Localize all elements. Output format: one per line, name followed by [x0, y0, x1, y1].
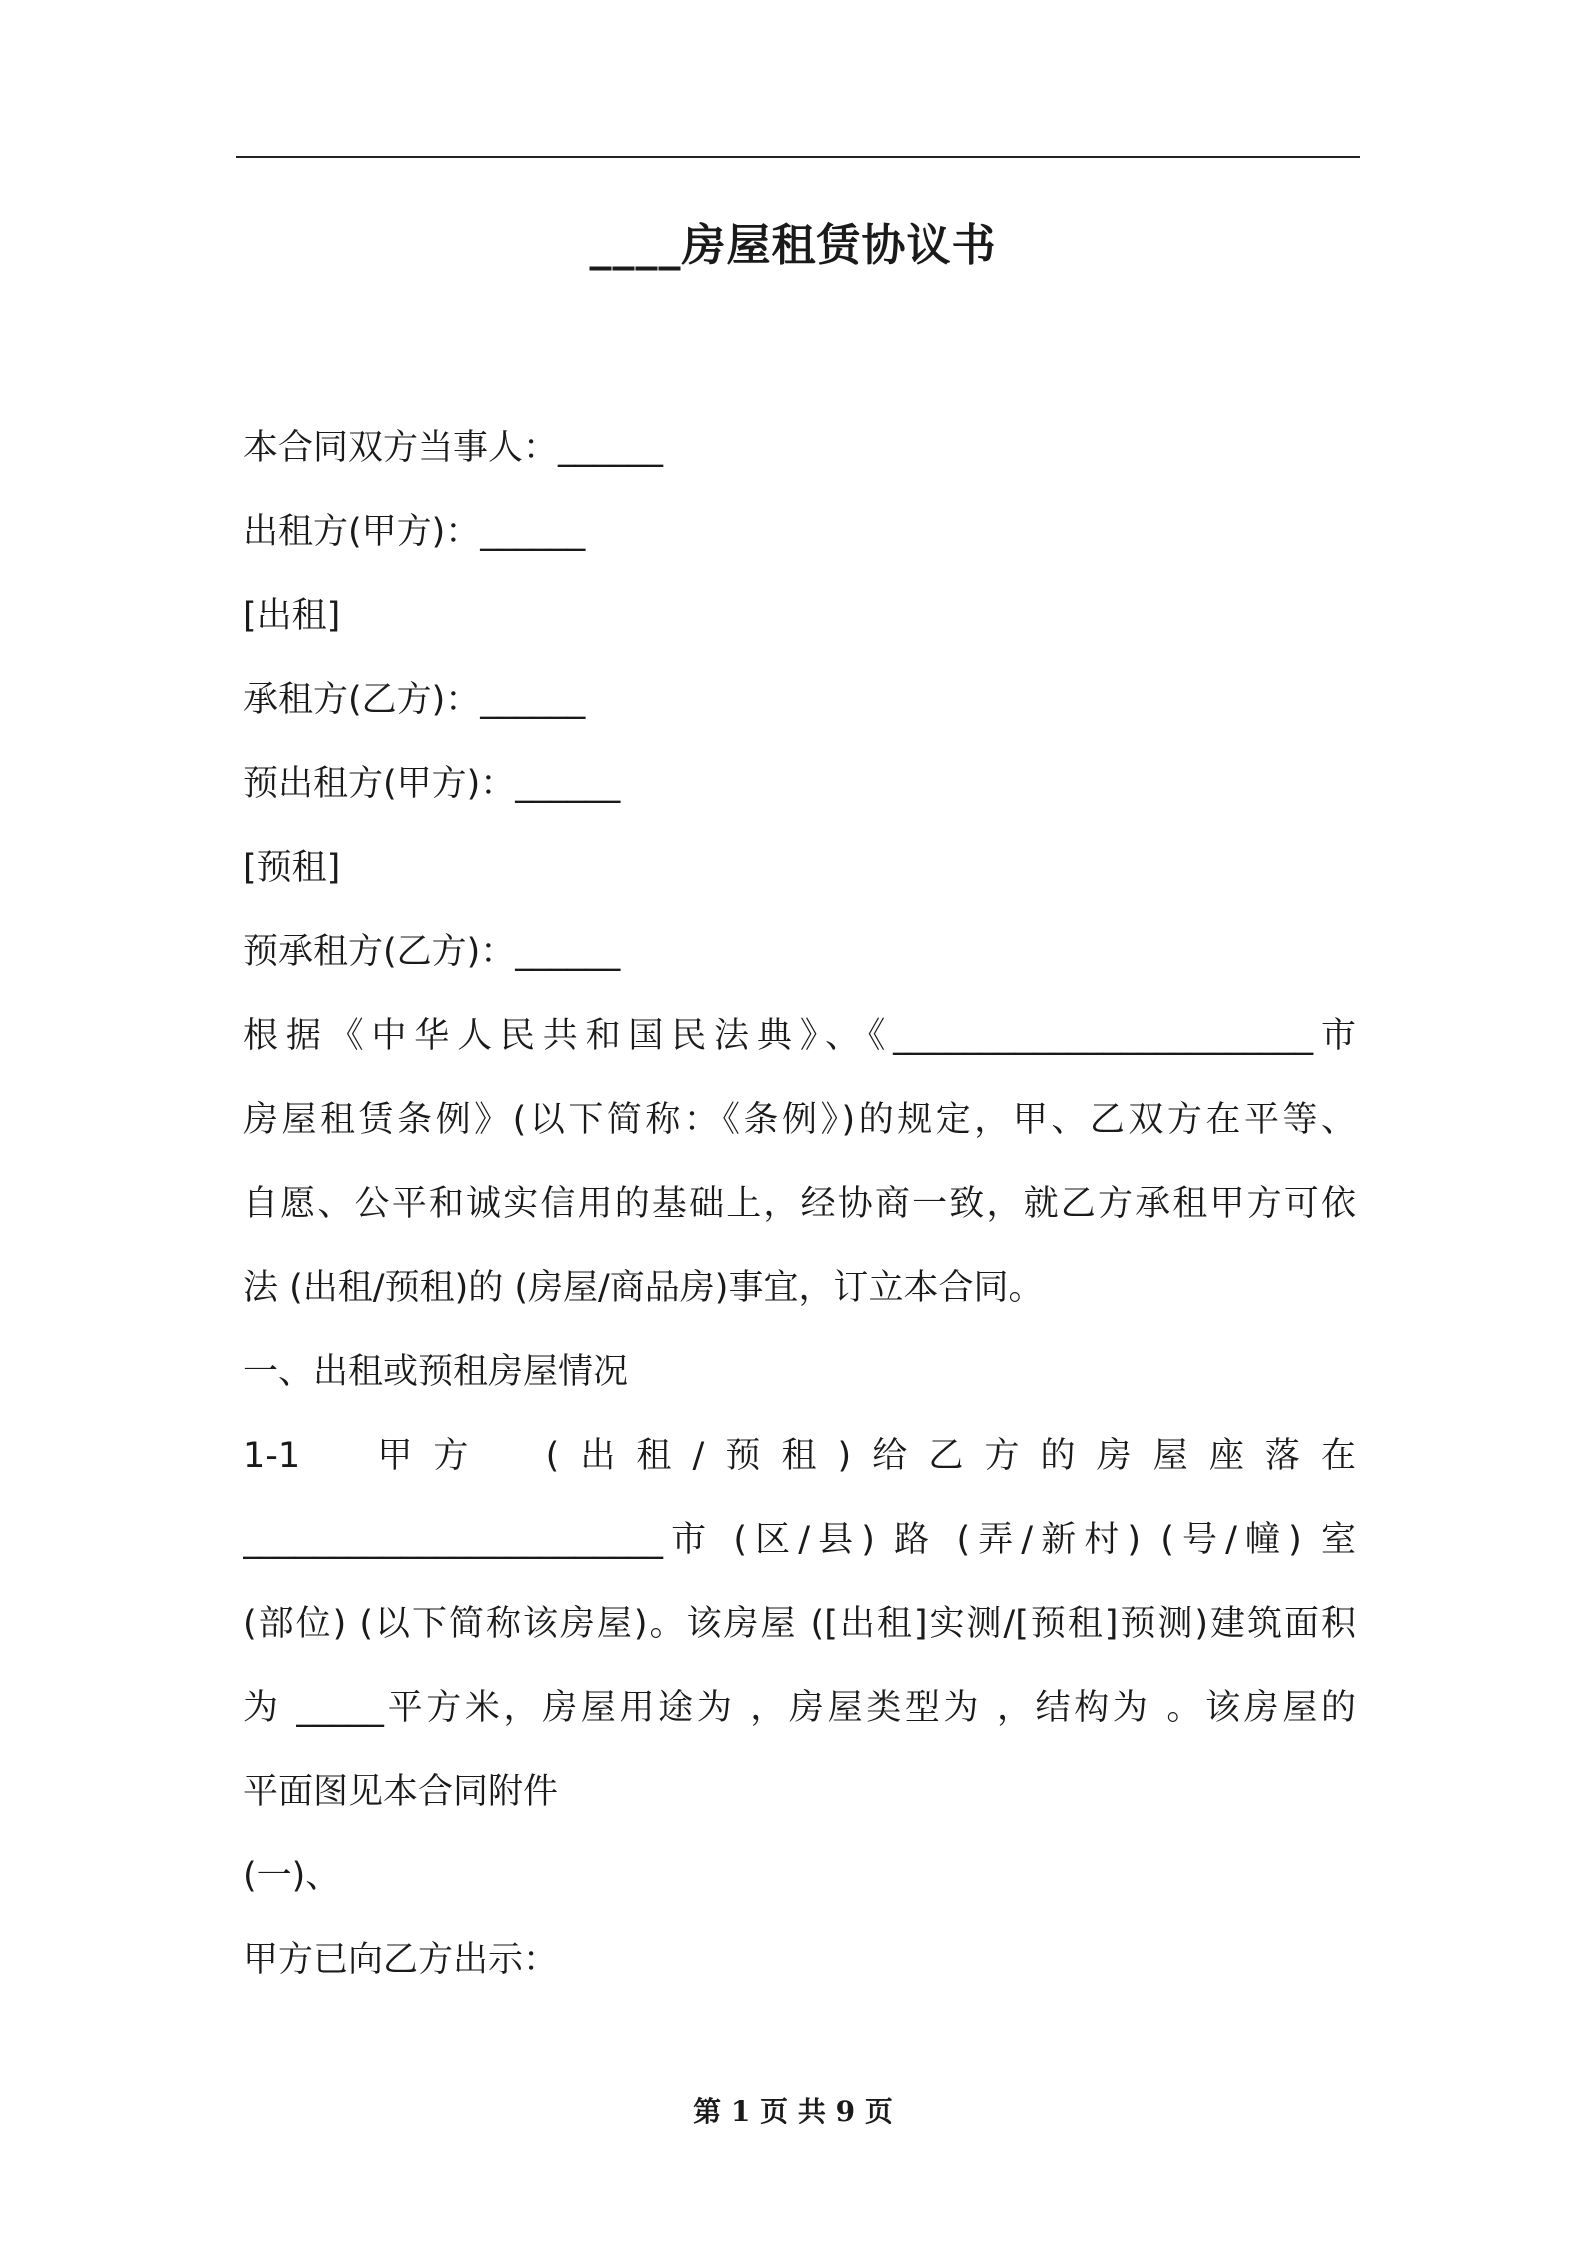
document-body: [243, 406, 1356, 2002]
page-number: 第 1 页 共 9 页: [693, 2095, 893, 2128]
shown-documents-line: 甲方已向乙方出示：: [243, 1940, 559, 1980]
clause-1-1-line-3: (部位) (以下简称该房屋)。该房屋 ([出租]实测/[预租]预测)建筑面积: [243, 1604, 1356, 1644]
pre-lease-type-label: [预租]: [243, 848, 341, 888]
pre-lessee-line: 预承租方(乙方)：______: [243, 932, 621, 972]
lease-type-label: [出租]: [243, 596, 341, 636]
preamble-line-2: 房屋租赁条例》(以下简称：《条例》)的规定，甲、乙双方在平等、: [243, 1100, 1356, 1140]
clause-1-1-line-4: 为 _____平方米，房屋用途为 ，房屋类型为 ，结构为 。该房屋的: [243, 1688, 1356, 1728]
clause-1-1-line-1: 1-1 甲方 (出租/预租)给乙方的房屋座落在: [243, 1436, 1356, 1476]
lessee-line: 承租方(乙方)：______: [243, 680, 586, 720]
document-title: ____房屋租赁协议书: [589, 220, 997, 271]
header-rule: [236, 156, 1360, 158]
parties-line: 本合同双方当事人：______: [243, 428, 664, 468]
clause-1-1-line-5: 平面图见本合同附件: [243, 1772, 559, 1812]
preamble-line-3: 自愿、公平和诚实信用的基础上，经协商一致，就乙方承租甲方可依: [243, 1184, 1356, 1224]
preamble-line-4: 法 (出租/预租)的 (房屋/商品房)事宜，订立本合同。: [243, 1268, 1044, 1308]
lessor-line: 出租方(甲方)：______: [243, 512, 586, 552]
section-heading: 一、出租或预租房屋情况: [243, 1352, 629, 1392]
preamble-line-1: 根据《中华人民共和国民法典》、《________________________市: [243, 1016, 1356, 1056]
clause-1-1-line-2: ________________________市 (区/县) 路 (弄/新村) (号/幢) 室: [243, 1520, 1356, 1560]
pre-lessor-line: 预出租方(甲方)：______: [243, 764, 621, 804]
subsection-label: (一)、: [243, 1856, 341, 1896]
